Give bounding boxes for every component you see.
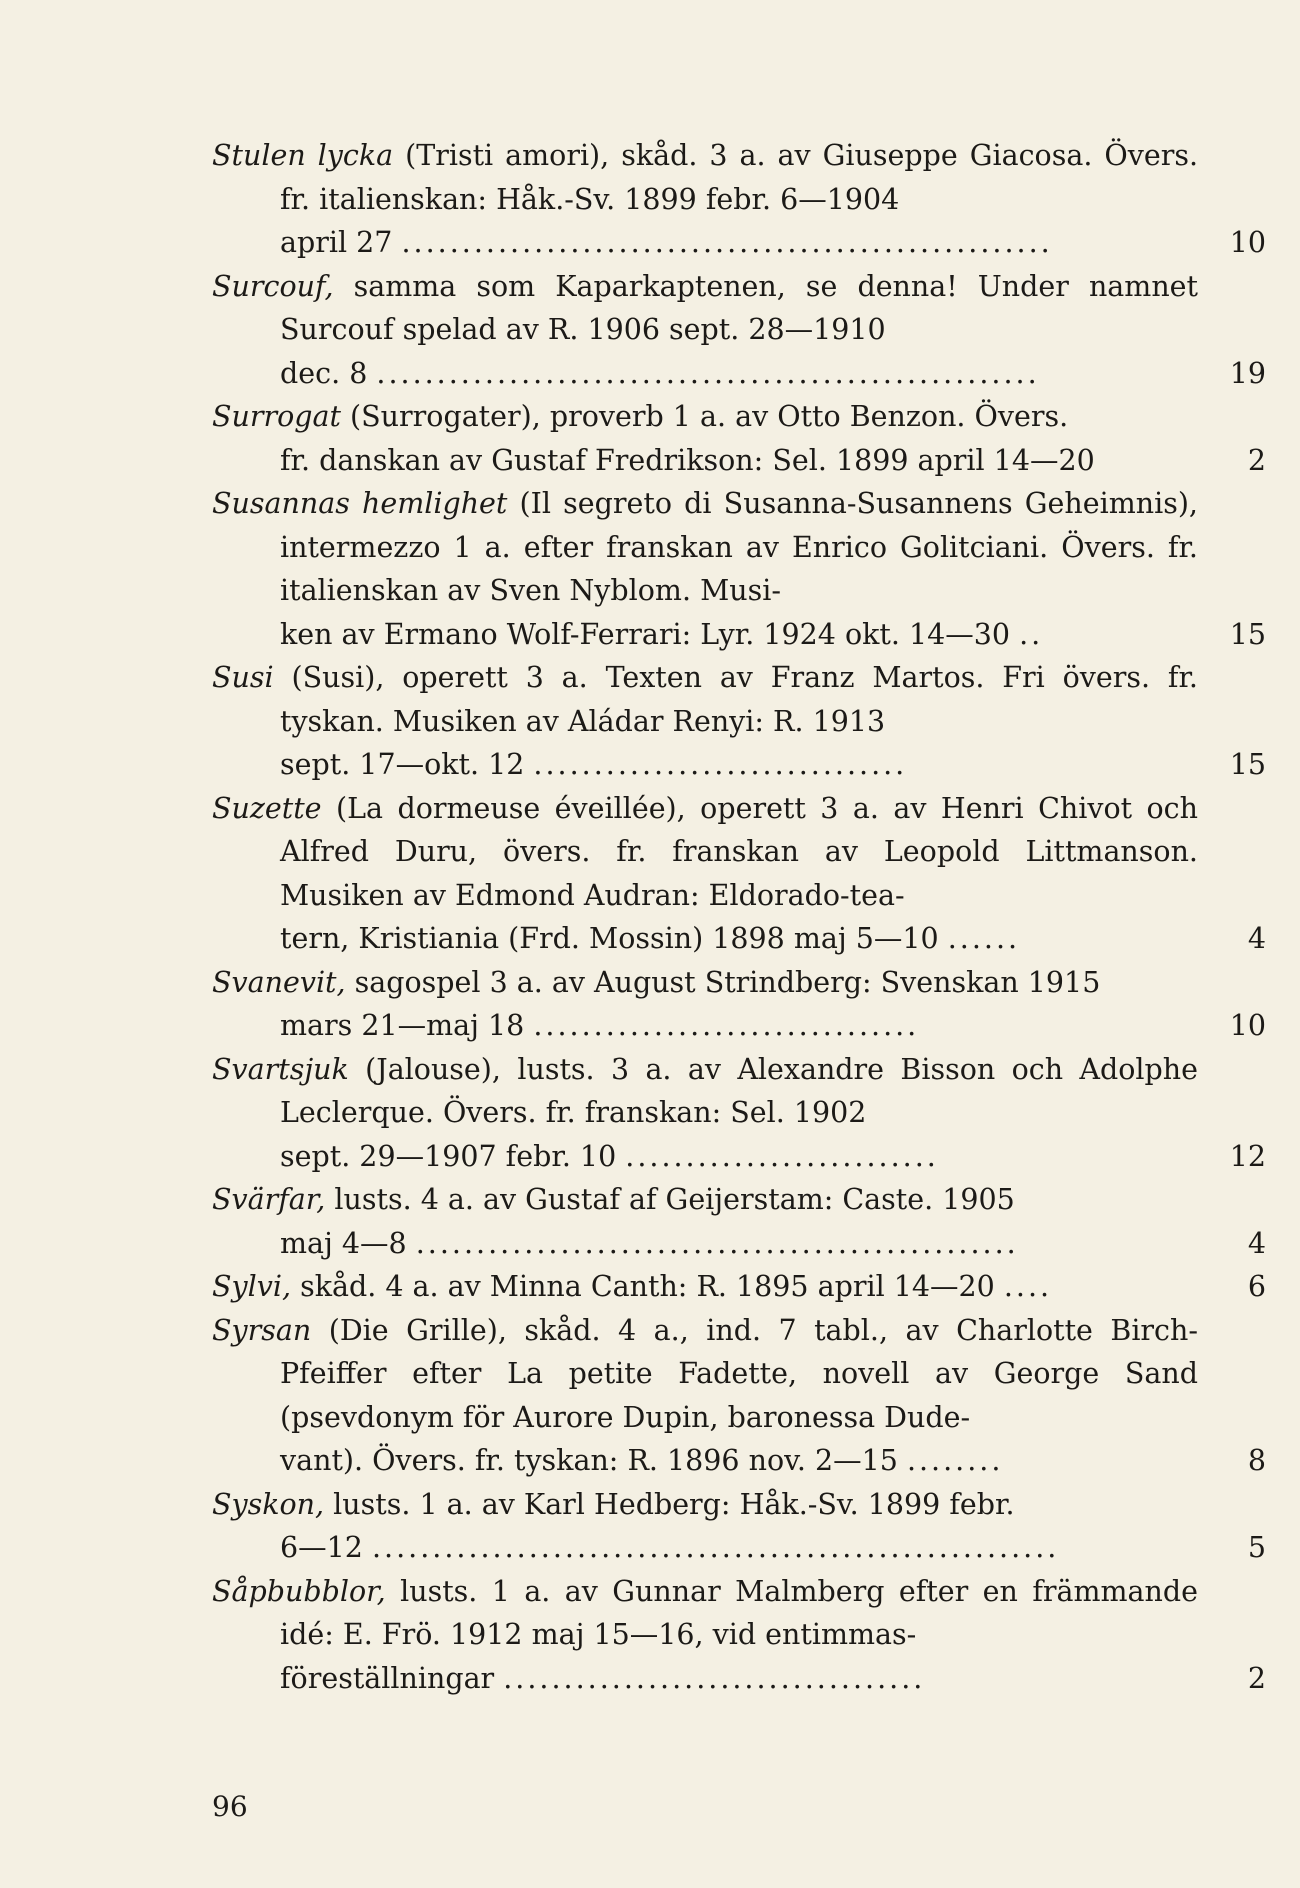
entry-last-line: dec. 8 ....................................................... [280, 356, 1040, 390]
entry-text: (La dormeuse éveillée), operett 3 a. av Henri Chivot och Alfred Duru, övers. fr. franskan av Leopold Littmanson. Musiken av Edmond Audran: Eldorado-tea- [280, 791, 1198, 912]
entry-title: Susi [212, 661, 274, 694]
entry [212, 265, 1266, 396]
entry-last-line: Sylvi, skåd. 4 a. av Minna Canth: R. 1895 april 14—20 .... [212, 1270, 1053, 1303]
entry-text: samma som Kaparkaptenen, se denna! Under namnet Surcouf spelad av R. 1906 sept. 28—1910 [280, 269, 1198, 346]
leader-dots: ................................ [533, 1009, 920, 1042]
entry [212, 482, 1266, 656]
entry [212, 787, 1266, 961]
entry-title: Susannas hemlighet [212, 487, 508, 520]
entry-last-line: fr. danskan av Gustaf Fredrikson: Sel. 1899 april 14—20 [280, 443, 1095, 477]
entry-title: Surrogat [212, 400, 341, 433]
entry-last-line: maj 4—8 .................................................. [280, 1226, 1019, 1260]
entry [212, 134, 1266, 265]
entry-title: Svanevit, [212, 965, 346, 999]
entry-title: Svartsjuk [212, 1052, 349, 1086]
page-number: 96 [212, 1790, 248, 1823]
leader-dots: .... [1003, 1270, 1053, 1303]
entry-number: 5 [1247, 1531, 1266, 1564]
entry-last-line: tern, Kristiania (Frd. Mossin) 1898 maj 5—10 ...... [280, 922, 1021, 955]
entry-number: 12 [1229, 1139, 1266, 1173]
entry-last-line: mars 21—maj 18 ................................ [280, 1009, 920, 1042]
entry-number: 2 [1247, 443, 1266, 477]
leader-dots: .......................... [625, 1139, 939, 1173]
entry [212, 1570, 1266, 1701]
entry-text: (Tristi amori), skåd. 3 a. av Giuseppe Giacosa. Övers. fr. italienskan: Håk.-Sv. 1899 febr. 6—1904 [280, 139, 1199, 216]
entry-title: Svärfar, [212, 1183, 326, 1216]
entry-number: 10 [1229, 1009, 1266, 1042]
entry [212, 1309, 1266, 1483]
entry-number: 10 [1229, 226, 1266, 259]
leader-dots: ........ [906, 1444, 1004, 1477]
leader-dots: .. [1019, 617, 1044, 651]
entry-text: (Surrogater), proverb 1 a. av Otto Benzon. Övers. [340, 400, 1069, 433]
entry-number: 4 [1247, 922, 1266, 955]
entry-text: (Jalouse), lusts. 3 a. av Alexandre Bisson och Adolphe Leclerque. Övers. fr. franskan: Sel. 1902 [280, 1052, 1198, 1129]
entry-number: 8 [1247, 1444, 1266, 1477]
leader-dots: ................................... [503, 1661, 926, 1695]
entry-number: 6 [1247, 1270, 1266, 1303]
leader-dots: ............................... [533, 748, 908, 781]
entry-last-line: sept. 17—okt. 12 ............................... [280, 748, 908, 781]
leader-dots: ...................................................... [401, 226, 1053, 259]
entry [212, 656, 1266, 787]
entry-text: (Il segreto di Susanna-Susannens Geheimnis), intermezzo 1 a. efter franskan av Enrico Golitciani. Övers. fr. italienskan av Sven Nyblom. Musi- [280, 487, 1198, 607]
entry [212, 1048, 1266, 1179]
leader-dots: ...... [947, 922, 1021, 955]
entry-text: lusts. 1 a. av Karl Hedberg: Håk.-Sv. 1899 febr. [324, 1487, 1015, 1521]
entry-last-line: vant). Övers. fr. tyskan: R. 1896 nov. 2—15 ........ [280, 1444, 1004, 1477]
entry-text: (Susi), operett 3 a. Texten av Franz Martos. Fri övers. fr. tyskan. Musiken av Aládar Renyi: R. 1913 [273, 661, 1198, 738]
entry-last-line: föreställningar ................................... [280, 1661, 926, 1695]
entry-number: 15 [1229, 748, 1266, 781]
entry [212, 961, 1266, 1048]
entry-title: Stulen lycka [212, 139, 394, 172]
entry-number: 2 [1247, 1661, 1266, 1695]
entry [212, 395, 1266, 482]
entry-title: Sylvi, [212, 1270, 292, 1303]
entry-title: Såpbubblor, [212, 1574, 386, 1608]
entry-title: Syskon, [212, 1487, 325, 1521]
entry-last-line: 6—12 ......................................................... [280, 1531, 1060, 1564]
entry-title: Syrsan [212, 1313, 312, 1347]
leader-dots: ....................................................... [376, 356, 1040, 390]
leader-dots: ......................................................... [371, 1531, 1060, 1564]
entry-number: 15 [1229, 617, 1266, 651]
entry [212, 1483, 1266, 1570]
leader-dots: .................................................. [415, 1226, 1019, 1260]
entry-text: lusts. 4 a. av Gustaf af Geijerstam: Caste. 1905 [325, 1183, 1015, 1216]
entry-last-line: sept. 29—1907 febr. 10 .......................... [280, 1139, 939, 1173]
entry-list [0, 134, 1300, 1700]
entry-number: 19 [1229, 356, 1266, 390]
entry-title: Suzette [212, 791, 322, 825]
entry-last-line: april 27 ...................................................... [280, 226, 1053, 259]
entry-number: 4 [1247, 1226, 1266, 1260]
entry-text: (Die Grille), skåd. 4 a., ind. 7 tabl., av Charlotte Birch-Pfeiffer efter La petite Fadette, novell av George Sand (psevdonym för Aurore Dupin, baronessa Dude- [280, 1313, 1198, 1434]
entry-last-line: ken av Ermano Wolf-Ferrari: Lyr. 1924 okt. 14—30 .. [280, 617, 1044, 651]
entry [212, 1178, 1266, 1265]
entry-text: lusts. 1 a. av Gunnar Malmberg efter en främmande idé: E. Frö. 1912 maj 15—16, vid entimmas- [280, 1574, 1198, 1651]
entry [212, 1265, 1266, 1309]
entry-title: Surcouf, [212, 269, 334, 303]
entry-text: sagospel 3 a. av August Strindberg: Svenskan 1915 [345, 965, 1101, 999]
